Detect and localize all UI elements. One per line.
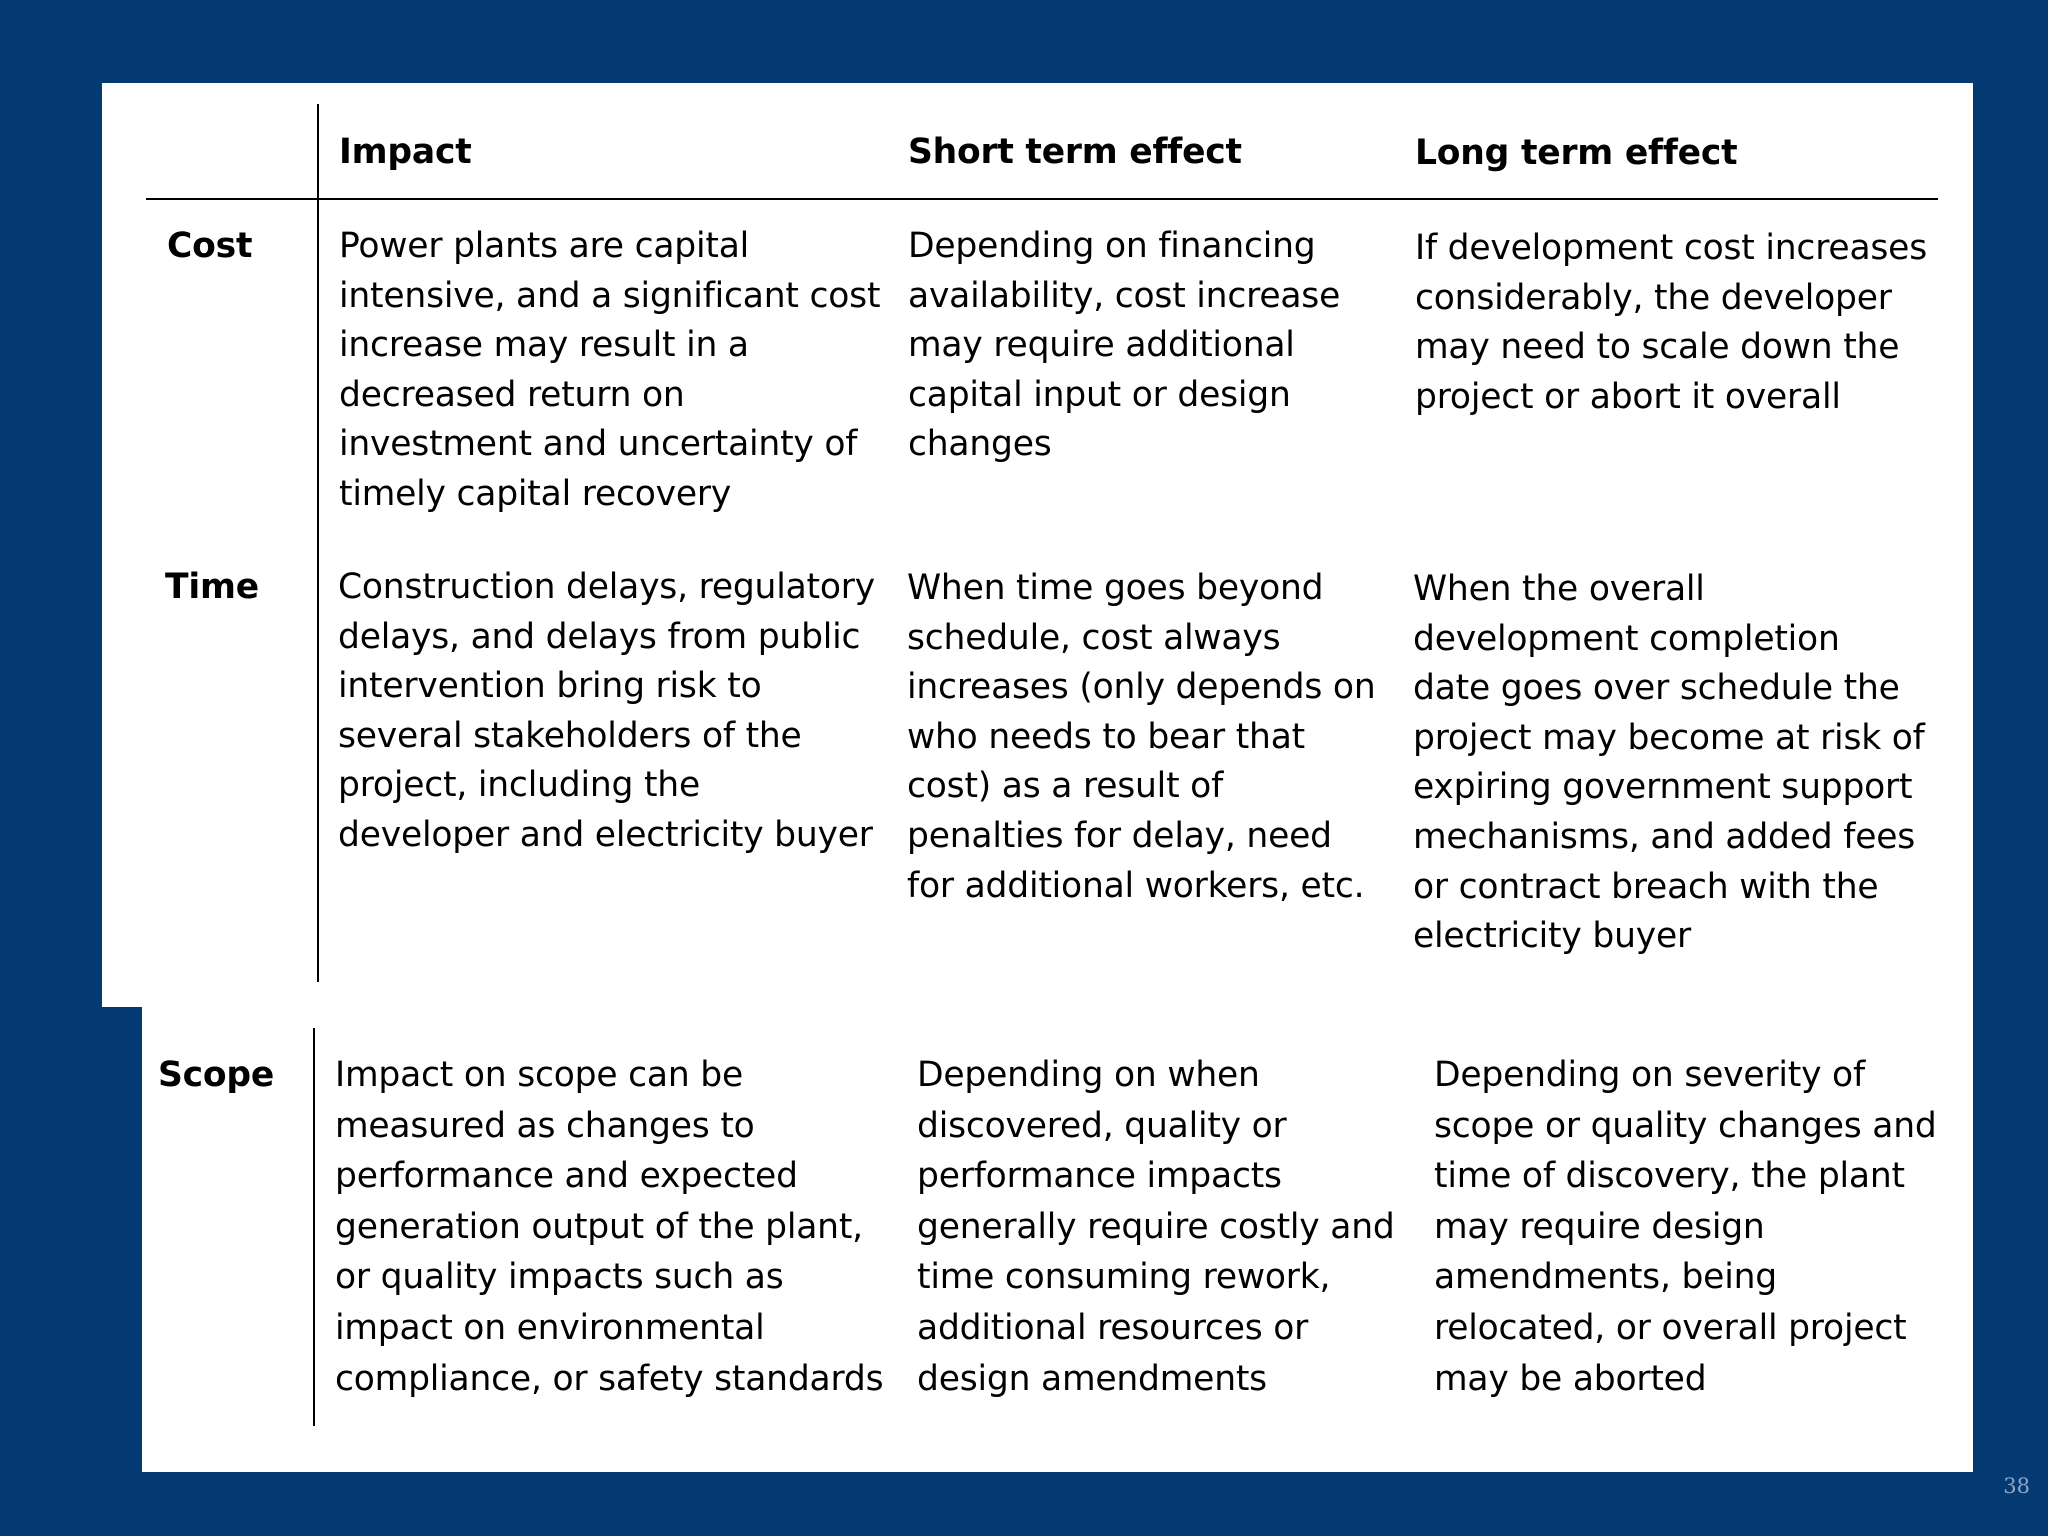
cost-short-term: Depending on financing availability, cost increase may require additional capital input or design changes	[908, 226, 1341, 465]
column-header-long-term: Long term effect	[1415, 133, 1738, 173]
time-impact: Construction delays, regulatory delays, and delays from public intervention bring risk to several stakeholders of the project, including the developer and electricity buyer	[338, 567, 875, 855]
label-column-divider-bottom	[313, 1028, 315, 1426]
column-header-impact: Impact	[339, 132, 472, 172]
header-divider	[146, 198, 1938, 200]
scope-short-term: Depending on when discovered, quality or performance impacts generally require costly and time consuming rework, additional resources or design amendments	[917, 1055, 1395, 1399]
row-label-time: Time	[165, 567, 259, 607]
page-number: 38	[2003, 1474, 2030, 1498]
label-column-divider-top	[317, 104, 319, 982]
scope-impact: Impact on scope can be measured as changes to performance and expected generation output of the plant, or quality impacts such as impact on environmental compliance, or safety standards	[335, 1055, 884, 1399]
row-label-scope: Scope	[158, 1055, 275, 1095]
column-header-short-term: Short term effect	[908, 132, 1242, 172]
cost-long-term: If development cost increases considerably, the developer may need to scale down the project or abort it overall	[1415, 228, 1927, 417]
scope-long-term: Depending on severity of scope or quality changes and time of discovery, the plant may require design amendments, being relocated, or overall project may be aborted	[1434, 1055, 1937, 1399]
time-long-term: When the overall development completion date goes over schedule the project may become at risk of expiring government support mechanisms, and added fees or contract breach with the electricity buyer	[1413, 569, 1925, 957]
row-label-cost: Cost	[167, 226, 253, 266]
cost-impact: Power plants are capital intensive, and a significant cost increase may result in a decreased return on investment and uncertainty of timely capital recovery	[339, 226, 881, 514]
time-short-term: When time goes beyond schedule, cost always increases (only depends on who needs to bear that cost) as a result of penalties for delay, need for additional workers, etc.	[907, 568, 1376, 906]
